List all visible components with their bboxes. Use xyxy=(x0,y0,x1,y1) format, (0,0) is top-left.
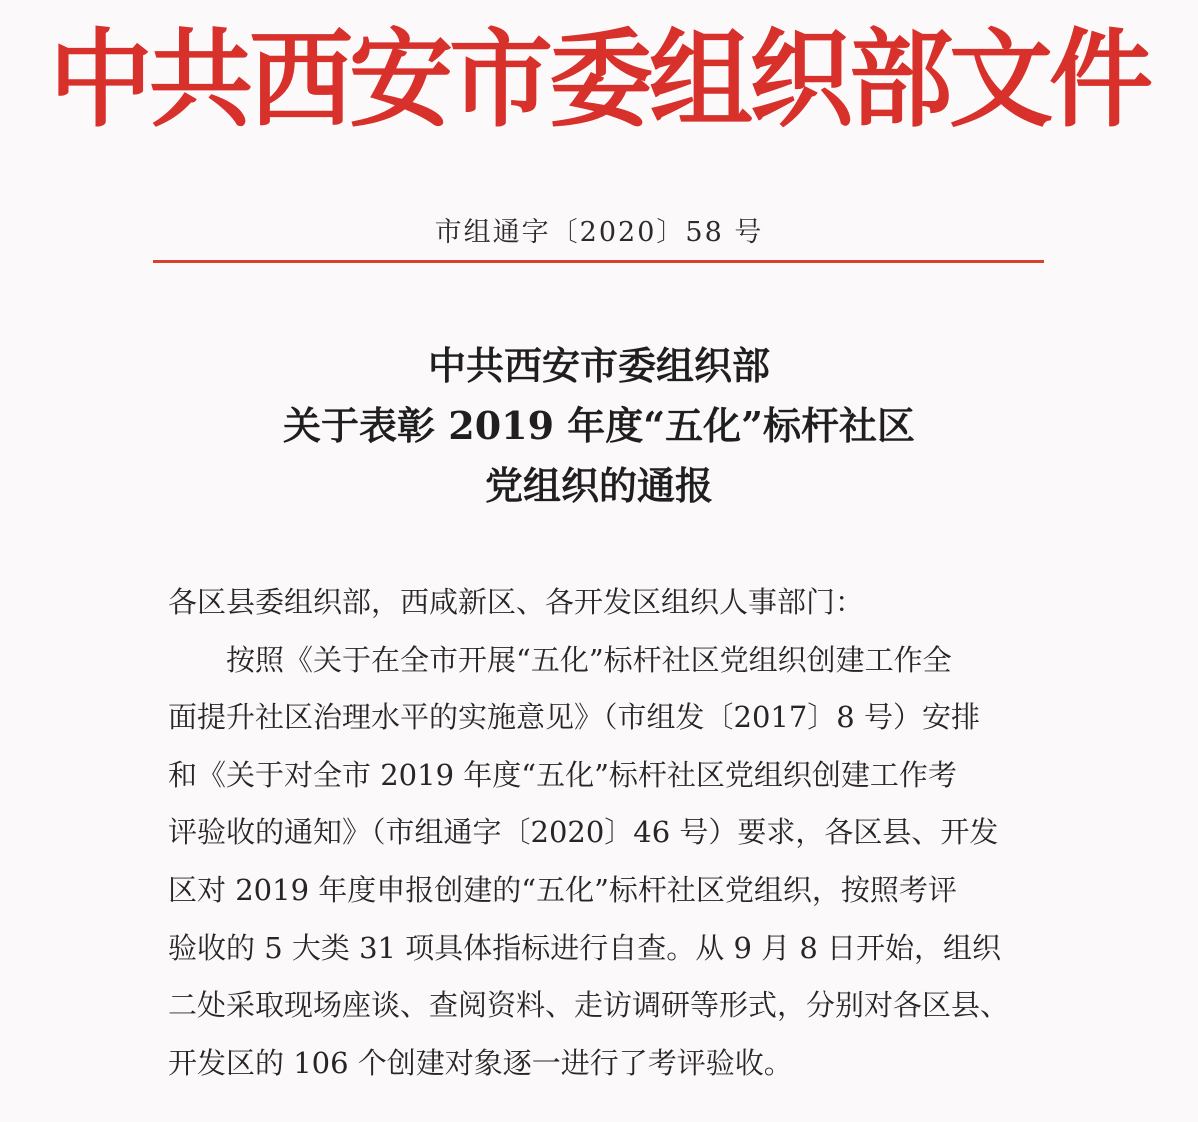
body-line: 按照《关于在全市开展“五化”标杆社区党组织创建工作全 xyxy=(168,642,952,677)
red-divider-line xyxy=(153,260,1044,263)
document-title xyxy=(0,336,1198,516)
body-line: 开发区的 106 个创建对象逐一进行了考评验收。 xyxy=(168,1045,793,1080)
title-line-2: 关于表彰 2019 年度“五化”标杆社区 xyxy=(283,403,915,448)
body-line: 验收的 5 大类 31 项具体指标进行自查。从 9 月 8 日开始，组织 xyxy=(168,930,1002,965)
document-body xyxy=(168,574,1068,1092)
body-line: 和《关于对全市 2019 年度“五化”标杆社区党组织创建工作考 xyxy=(168,757,957,792)
masthead-title: 中共西安市委组织部文件 xyxy=(48,16,1149,143)
title-line-1: 中共西安市委组织部 xyxy=(427,343,770,388)
title-line-3: 党组织的通报 xyxy=(484,463,713,508)
body-line: 面提升社区治理水平的实施意见》（市组发〔2017〕8 号）安排 xyxy=(168,700,980,735)
body-line: 二处采取现场座谈、查阅资料、走访调研等形式，分别对各区县、 xyxy=(168,988,1010,1023)
body-line: 区对 2019 年度申报创建的“五化”标杆社区党组织，按照考评 xyxy=(168,872,957,907)
body-line-salutation: 各区县委组织部，西咸新区、各开发区组织人事部门： xyxy=(168,585,865,619)
body-line: 评验收的通知》（市组通字〔2020〕46 号）要求，各区县、开发 xyxy=(168,815,999,850)
document-number: 市组通字〔2020〕58 号 xyxy=(434,217,764,248)
